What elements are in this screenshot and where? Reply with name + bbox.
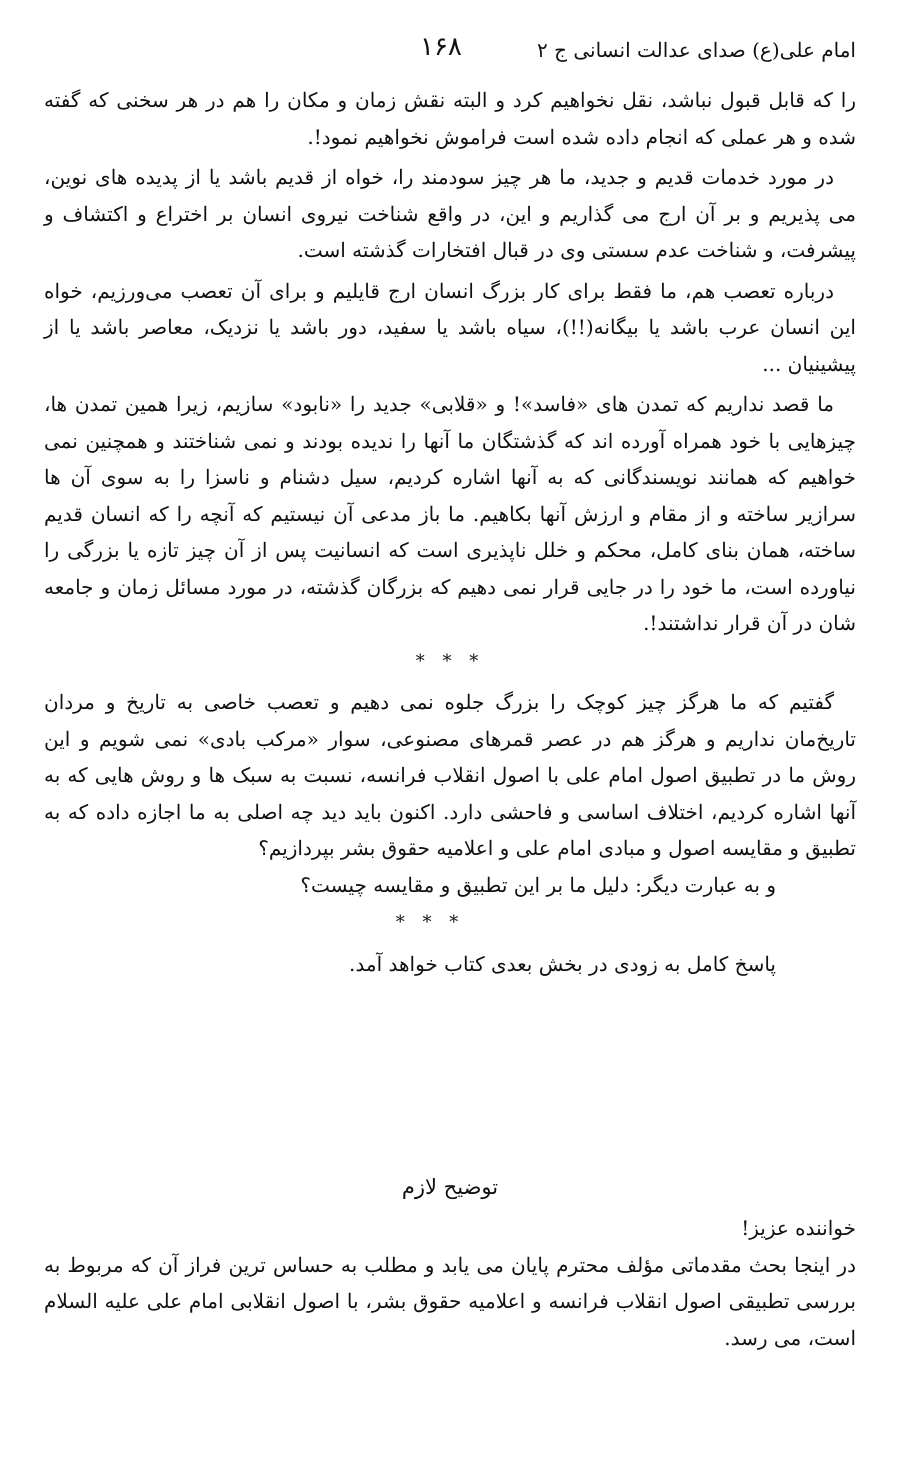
paragraph-6: و به عبارت دیگر: دلیل ما بر این تطبیق و مقایسه چیست؟ — [300, 872, 776, 897]
running-title: امام علی(ع) صدای عدالت انسانی ج ۲ — [536, 38, 856, 62]
section-separator-2: * * * — [395, 912, 465, 933]
paragraph-4: ما قصد نداریم که تمدن های «فاسد»! و «قلابی» جدید را «نابود» سازیم، زیرا همین تمدن ها، چیزهایی با خود همراه آورده اند که گذشتگان ما آنها را ندیده بودند و نمی شناختند و همچنین نمی خواهیم که همانند نویسندگانی که به آنها اشاره کردیم، سیل دشنام و ناسزا را به سوی آن ها سرازیر ساخته و از مقام و ارزش آنها بکاهیم. ما باز مدعی آن نیستیم که آنچه را که انسان قدیم ساخته، همان بنای کامل، محکم و خلل ناپذیری است که انسانیت پس از آن چیز تازه یا بزرگی را نیاورده است، ما خود را در جایی قرار نمی دهیم که بزرگان گذشته، در مورد مسائل زمان و جامعه شان در آن قرار نداشتند!. — [44, 392, 856, 635]
page-number: ۱۶۸ — [420, 32, 462, 62]
page-header — [420, 30, 856, 70]
paragraph-2: در مورد خدمات قدیم و جدید، ما هر چیز سودمند را، خواه از قدیم باشد یا از پدیده های نوین، می پذیریم و بر آن ارج می گذاریم و این، در واقع شناخت نیروی انسان بر اختراع و اکتشاف و پیشرفت، و شناخت عدم سستی وی در قبال افتخارات گذشته است. — [44, 165, 856, 262]
section-title: توضیح لازم — [401, 1175, 499, 1199]
paragraph-7: پاسخ کامل به زودی در بخش بعدی کتاب خواهد آمد. — [349, 951, 776, 976]
section-separator-1: * * * — [415, 650, 485, 672]
paragraph-3: درباره تعصب هم، ما فقط برای کار بزرگ انسان ارج قایلیم و برای آن تعصب می‌ورزیم، خواه این انسان عرب باشد یا بیگانه(!!)، سیاه باشد یا سفید، دور باشد یا نزدیک، معاصر باشد یا از پیشینیان ... — [44, 278, 856, 376]
editor-note — [44, 1210, 856, 1356]
paragraph-1: را که قابل قبول نباشد، نقل نخواهیم کرد و البته نقش زمان و مکان را هم در هر سخنی که گفته شده و هر عملی که انجام داده شده است فراموش نخواهیم نمود!. — [44, 88, 856, 149]
note-salutation: خواننده عزیز! — [741, 1216, 856, 1240]
main-text — [44, 82, 856, 982]
paragraph-5: گفتیم که ما هرگز چیز کوچک را بزرگ جلوه نمی دهیم و تعصب خاصی به تاریخ و مردان تاریخ‌مان نداریم و هرگز هم در عصر قمرهای مصنوعی، سوار «مرکب بادی» نمی شویم و این روش ما در تطبیق اصول امام علی با اصول انقلاب فرانسه، نسبت به سبک ها و روش هایی که به آنها اشاره کردیم، اختلاف اساسی و فاحشی دارد. اکنون باید دید چه اصلی به ما اجازه داده که به تطبیق و مقایسه اصول و مبادی امام علی و اعلامیه حقوق بشر بپردازیم؟ — [44, 690, 856, 860]
note-text: در اینجا بحث مقدماتی مؤلف محترم پایان می یابد و مطلب به حساس ترین فراز آن که مربوط به بررسی تطبیقی اصول انقلاب فرانسه و اعلامیه حقوق بشر، با اصول انقلابی امام علی علیه السلام است، می رسد. — [44, 1252, 856, 1350]
